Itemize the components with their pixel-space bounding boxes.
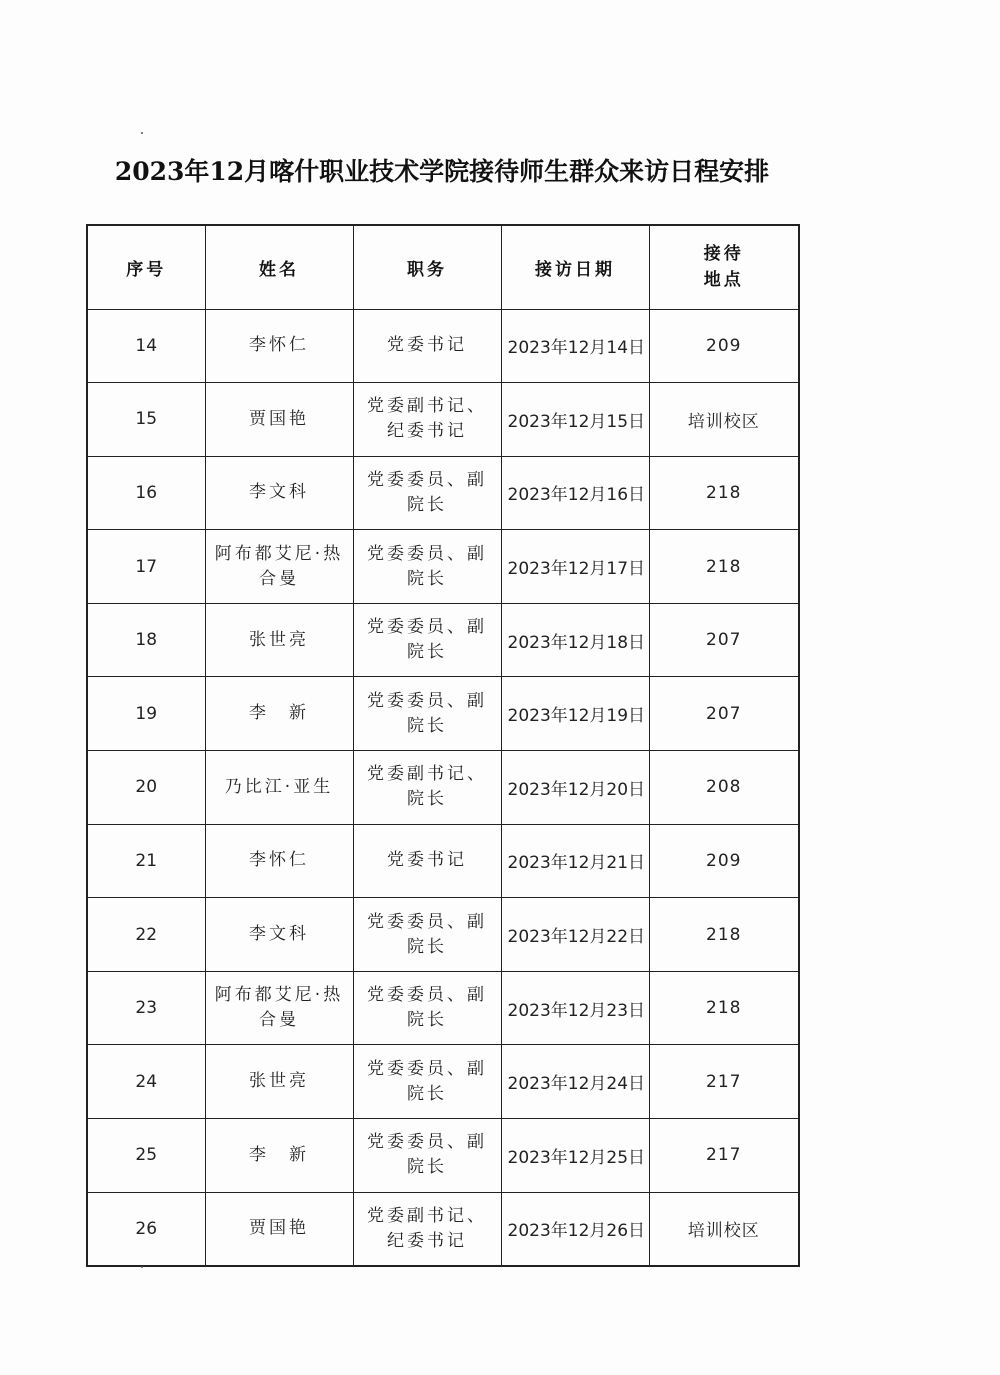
cell-position: 党委委员、副院长 (353, 677, 501, 751)
table-row (87, 1045, 799, 1119)
cell-name: 李怀仁 (205, 824, 353, 898)
table-header-row (87, 225, 799, 309)
header-position: 职务 (353, 225, 501, 309)
cell-date: 2023年12月20日 (501, 751, 649, 825)
table-row (87, 383, 799, 457)
table-row (87, 309, 799, 383)
cell-seq: 23 (87, 971, 205, 1045)
scan-speck (141, 132, 143, 134)
cell-seq: 18 (87, 603, 205, 677)
cell-position: 党委副书记、院长 (353, 751, 501, 825)
cell-location: 207 (649, 603, 799, 677)
cell-seq: 17 (87, 530, 205, 604)
cell-position: 党委委员、副院长 (353, 971, 501, 1045)
cell-location: 208 (649, 751, 799, 825)
cell-name: 李 新 (205, 677, 353, 751)
cell-location: 218 (649, 530, 799, 604)
table-row (87, 824, 799, 898)
cell-date: 2023年12月23日 (501, 971, 649, 1045)
cell-position: 党委委员、副院长 (353, 1119, 501, 1193)
cell-name: 乃比江·亚生 (205, 751, 353, 825)
cell-location: 209 (649, 309, 799, 383)
cell-location: 218 (649, 898, 799, 972)
cell-date: 2023年12月21日 (501, 824, 649, 898)
header-location-line1: 接待 (703, 244, 744, 265)
table-row (87, 1119, 799, 1193)
header-date: 接访日期 (501, 225, 649, 309)
cell-seq: 22 (87, 898, 205, 972)
cell-name: 李 新 (205, 1119, 353, 1193)
cell-seq: 24 (87, 1045, 205, 1119)
schedule-table (86, 224, 800, 1267)
cell-name: 阿布都艾尼·热合曼 (205, 971, 353, 1045)
table-row (87, 456, 799, 530)
cell-seq: 14 (87, 309, 205, 383)
header-location (649, 225, 799, 309)
cell-date: 2023年12月19日 (501, 677, 649, 751)
header-name: 姓名 (205, 225, 353, 309)
document-title: 2023年12月喀什职业技术学院接待师生群众来访日程安排 (114, 157, 770, 186)
cell-date: 2023年12月22日 (501, 898, 649, 972)
cell-name: 李文科 (205, 898, 353, 972)
table-row (87, 677, 799, 751)
cell-position: 党委委员、副院长 (353, 530, 501, 604)
cell-position: 党委副书记、纪委书记 (353, 383, 501, 457)
cell-seq: 15 (87, 383, 205, 457)
cell-position: 党委委员、副院长 (353, 456, 501, 530)
cell-name: 李怀仁 (205, 309, 353, 383)
cell-name: 张世亮 (205, 603, 353, 677)
table-row (87, 898, 799, 972)
table-row (87, 971, 799, 1045)
cell-location: 209 (649, 824, 799, 898)
scan-speck (141, 1266, 143, 1268)
cell-seq: 20 (87, 751, 205, 825)
cell-seq: 26 (87, 1192, 205, 1266)
cell-name: 阿布都艾尼·热合曼 (205, 530, 353, 604)
table-row (87, 751, 799, 825)
cell-position: 党委委员、副院长 (353, 603, 501, 677)
table-row (87, 1192, 799, 1266)
cell-seq: 19 (87, 677, 205, 751)
cell-seq: 16 (87, 456, 205, 530)
cell-name: 贾国艳 (205, 1192, 353, 1266)
cell-location: 217 (649, 1045, 799, 1119)
cell-date: 2023年12月14日 (501, 309, 649, 383)
cell-name: 李文科 (205, 456, 353, 530)
cell-position: 党委书记 (353, 309, 501, 383)
cell-seq: 21 (87, 824, 205, 898)
cell-seq: 25 (87, 1119, 205, 1193)
cell-location: 217 (649, 1119, 799, 1193)
cell-position: 党委委员、副院长 (353, 1045, 501, 1119)
cell-date: 2023年12月26日 (501, 1192, 649, 1266)
cell-position: 党委书记 (353, 824, 501, 898)
cell-name: 贾国艳 (205, 383, 353, 457)
cell-location: 培训校区 (649, 1192, 799, 1266)
cell-date: 2023年12月15日 (501, 383, 649, 457)
header-location-line2: 地点 (703, 270, 744, 291)
cell-date: 2023年12月16日 (501, 456, 649, 530)
header-seq: 序号 (87, 225, 205, 309)
cell-position: 党委副书记、纪委书记 (353, 1192, 501, 1266)
cell-location: 207 (649, 677, 799, 751)
cell-date: 2023年12月24日 (501, 1045, 649, 1119)
cell-location: 218 (649, 971, 799, 1045)
cell-location: 培训校区 (649, 383, 799, 457)
table-row (87, 603, 799, 677)
cell-location: 218 (649, 456, 799, 530)
cell-date: 2023年12月25日 (501, 1119, 649, 1193)
cell-date: 2023年12月17日 (501, 530, 649, 604)
cell-position: 党委委员、副院长 (353, 898, 501, 972)
cell-name: 张世亮 (205, 1045, 353, 1119)
cell-date: 2023年12月18日 (501, 603, 649, 677)
table-row (87, 530, 799, 604)
